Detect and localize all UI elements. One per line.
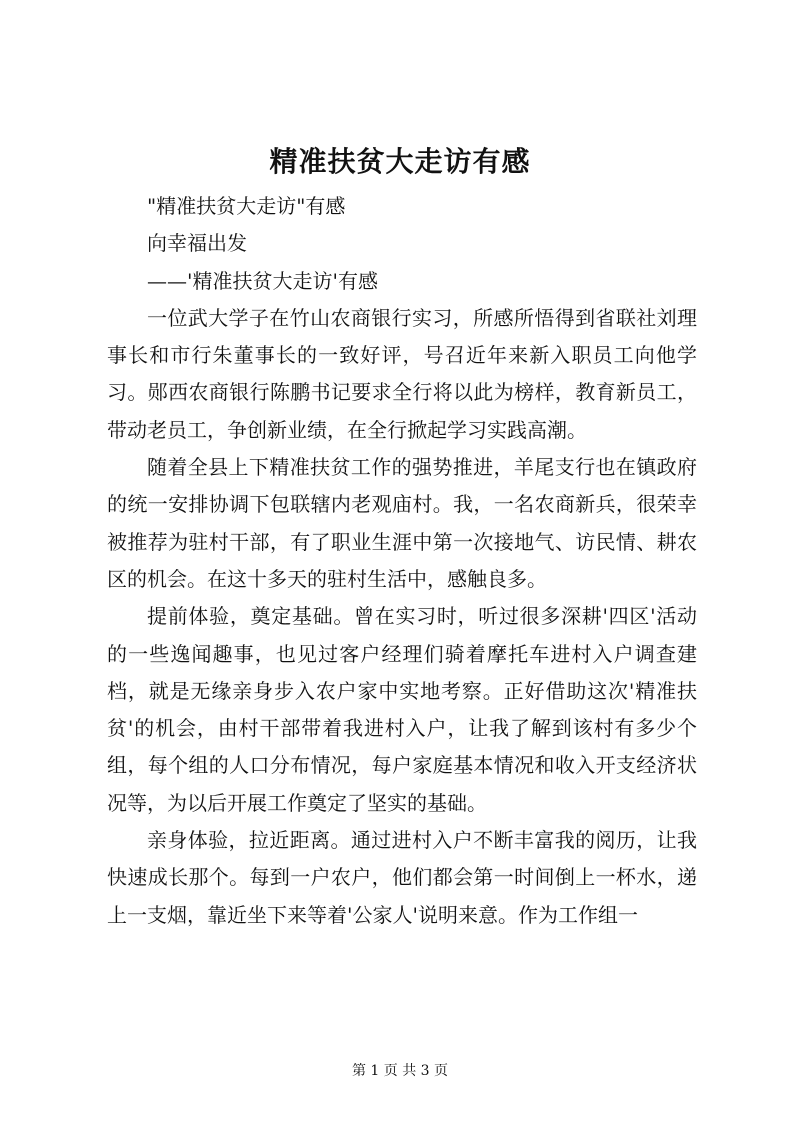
document-title: 精准扶贫大走访有感 (269, 145, 531, 178)
paragraph-heading: 向幸福出发 (147, 231, 247, 256)
paragraph: 一位武大学子在竹山农商银行实习，所感所悟得到省联社刘理事长和市行朱董事长的一致好评，号召近年来新入职员工向他学习。郧西农商银行陈鹏书记要求全行将以此为榜样，教育新员工，带动老员工，争创新业绩，在全行掀起学习实践高潮。 (107, 305, 697, 442)
paragraph-subheading: ——'精准扶贫大走访'有感 (147, 268, 378, 293)
paragraph: 提前体验，奠定基础。曾在实习时，听过很多深耕'四区'活动的一些逸闻趣事，也见过客户经理们骑着摩托车进村入户调查建档，就是无缘亲身步入农户家中实地考察。正好借助这次'精准扶贫'的机会，由村干部带着我进村入户，让我了解到该村有多少个组，每个组的人口分布情况，每户家庭基本情况和收入开支经济状况等，为以后开展工作奠定了坚实的基础。 (107, 604, 697, 815)
page-footer: 第 1 页 共 3 页 (351, 1063, 449, 1079)
paragraph: 随着全县上下精准扶贫工作的强势推进，羊尾支行也在镇政府的统一安排协调下包联辖内老观庙村。我，一名农商新兵，很荣幸被推荐为驻村干部，有了职业生涯中第一次接地气、访民情、耕农区的机会。在这十多天的驻村生活中，感触良多。 (107, 455, 697, 591)
paragraph: 亲身体验，拉近距离。通过进村入户不断丰富我的阅历，让我快速成长那个。每到一户农户，他们都会第一时间倒上一杯水，递上一支烟，靠近坐下来等着'公家人'说明来意。作为工作组一 (107, 828, 697, 927)
document-body (107, 188, 697, 934)
paragraph-subtitle: "精准扶贫大走访"有感 (147, 194, 346, 218)
